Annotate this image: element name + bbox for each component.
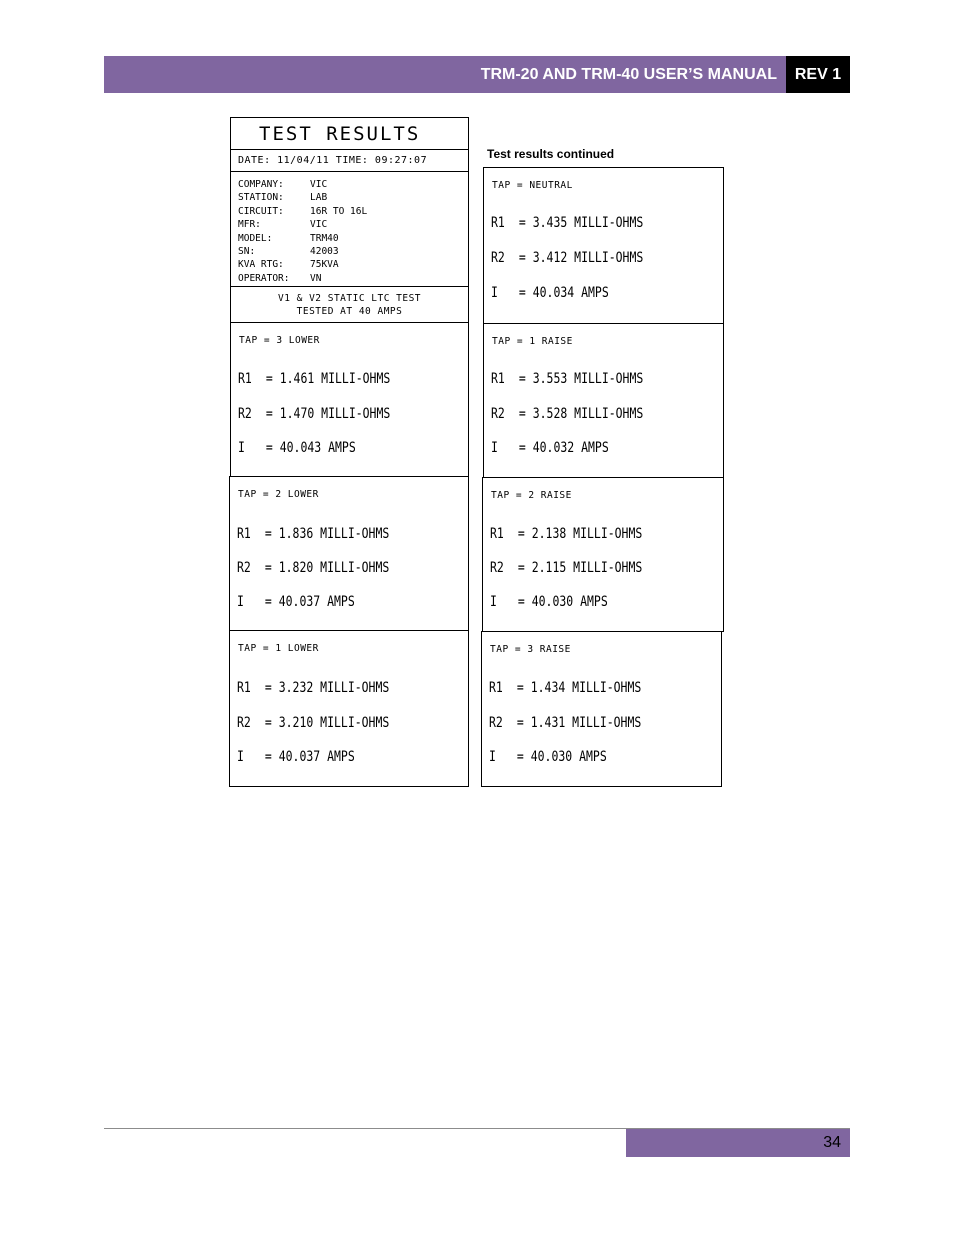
current-symbol: I — [237, 594, 244, 610]
r1-symbol: R1 — [491, 215, 505, 231]
test-note — [231, 287, 468, 318]
r1-value: = 3.435 MILLI-OHMS — [518, 215, 644, 231]
r2-symbol: R2 — [490, 560, 504, 576]
r1-value: = 1.836 MILLI-OHMS — [264, 526, 390, 542]
test-results-header-block — [230, 117, 469, 323]
tap-label: TAP = 3 LOWER — [239, 335, 320, 346]
r1-reading — [237, 526, 389, 542]
r2-symbol: R2 — [238, 406, 252, 422]
r2-value: = 1.820 MILLI-OHMS — [264, 560, 390, 576]
r2-value: = 3.528 MILLI-OHMS — [518, 406, 644, 422]
r2-symbol: R2 — [237, 715, 251, 731]
tap-label: TAP = 1 LOWER — [238, 643, 319, 654]
r1-value: = 2.138 MILLI-OHMS — [517, 526, 643, 542]
page-number: 34 — [626, 1129, 850, 1157]
tap-block-1-raise — [483, 323, 724, 478]
r1-value: = 1.434 MILLI-OHMS — [516, 680, 642, 696]
test-results-printout-left — [229, 117, 469, 787]
field-label: SN: — [238, 246, 256, 258]
field-value: 42003 — [310, 246, 339, 258]
field-row-mfr — [238, 218, 468, 231]
current-symbol: I — [237, 749, 244, 765]
r1-reading — [491, 371, 643, 387]
r1-value: = 1.461 MILLI-OHMS — [265, 371, 391, 387]
test-results-printout-right — [481, 167, 724, 787]
tap-block-neutral — [483, 167, 724, 324]
r1-value: = 3.553 MILLI-OHMS — [518, 371, 644, 387]
field-row-circuit — [238, 205, 468, 218]
field-row-station — [238, 191, 468, 204]
test-note-line-2: TESTED AT 40 AMPS — [296, 306, 403, 317]
current-symbol: I — [491, 440, 498, 456]
tap-label: TAP = NEUTRAL — [492, 180, 573, 191]
current-value: = 40.032 AMPS — [518, 440, 609, 456]
tap-block-3-lower — [230, 322, 469, 477]
current-reading — [237, 594, 355, 610]
test-results-title: TEST RESULTS — [231, 118, 468, 150]
field-label: CIRCUIT: — [238, 205, 284, 217]
tap-block-1-lower — [229, 630, 469, 787]
field-value: VN — [310, 272, 322, 284]
field-row-operator — [238, 272, 468, 285]
r2-value: = 1.431 MILLI-OHMS — [516, 715, 642, 731]
r2-reading — [489, 715, 641, 731]
field-row-company — [238, 178, 468, 191]
field-label: COMPANY: — [238, 179, 284, 190]
tap-block-2-raise — [482, 477, 724, 632]
field-value: VIC — [310, 179, 328, 190]
r1-symbol: R1 — [489, 680, 503, 696]
field-value: TRM40 — [310, 232, 339, 244]
r1-symbol: R1 — [491, 371, 505, 387]
current-value: = 40.030 AMPS — [516, 749, 607, 765]
current-value: = 40.043 AMPS — [265, 440, 356, 456]
revision-badge: REV 1 — [786, 56, 850, 93]
current-symbol: I — [489, 749, 496, 765]
r2-symbol: R2 — [489, 715, 503, 731]
r2-value: = 2.115 MILLI-OHMS — [517, 560, 643, 576]
r2-value: = 3.412 MILLI-OHMS — [518, 250, 644, 266]
field-label: MFR: — [238, 219, 261, 231]
test-info-fields — [231, 172, 468, 287]
r2-symbol: R2 — [237, 560, 251, 576]
current-reading — [490, 594, 608, 610]
r1-symbol: R1 — [490, 526, 504, 542]
field-label: MODEL: — [238, 232, 273, 244]
current-reading — [491, 440, 609, 456]
tap-label: TAP = 2 LOWER — [238, 489, 319, 500]
r2-reading — [237, 715, 389, 731]
r1-reading — [490, 526, 642, 542]
continued-caption: Test results continued — [487, 147, 615, 161]
tap-label: TAP = 1 RAISE — [492, 336, 573, 347]
field-value: VIC — [310, 219, 328, 231]
r2-reading — [491, 406, 643, 422]
field-row-sn — [238, 245, 468, 258]
field-value: 75KVA — [310, 259, 339, 271]
r2-reading — [490, 560, 642, 576]
field-label: STATION: — [238, 192, 284, 204]
r2-value: = 1.470 MILLI-OHMS — [265, 406, 391, 422]
tap-block-3-raise — [481, 631, 722, 787]
manual-title: TRM-20 AND TRM-40 USER’S MANUAL — [104, 56, 786, 93]
r1-reading — [491, 215, 643, 231]
current-value: = 40.030 AMPS — [517, 594, 608, 610]
current-value: = 40.037 AMPS — [264, 594, 355, 610]
r1-value: = 3.232 MILLI-OHMS — [264, 680, 390, 696]
r1-reading — [489, 680, 641, 696]
current-reading — [238, 440, 356, 456]
r1-symbol: R1 — [237, 680, 251, 696]
current-symbol: I — [491, 285, 498, 301]
current-reading — [237, 749, 355, 765]
r1-reading — [238, 371, 390, 387]
field-label: OPERATOR: — [238, 272, 290, 284]
field-value: LAB — [310, 192, 328, 204]
r2-reading — [491, 250, 643, 266]
r2-reading — [238, 406, 390, 422]
r1-reading — [237, 680, 389, 696]
r2-symbol: R2 — [491, 250, 505, 266]
test-note-line-1: V1 & V2 STATIC LTC TEST — [277, 293, 422, 304]
tap-label: TAP = 3 RAISE — [490, 644, 571, 655]
current-symbol: I — [490, 594, 497, 610]
current-symbol: I — [238, 440, 245, 456]
field-value: 16R TO 16L — [310, 205, 368, 217]
r2-value: = 3.210 MILLI-OHMS — [264, 715, 390, 731]
r2-symbol: R2 — [491, 406, 505, 422]
current-value: = 40.034 AMPS — [518, 285, 609, 301]
r2-reading — [237, 560, 389, 576]
date-time-line: DATE: 11/04/11 TIME: 09:27:07 — [231, 150, 468, 172]
current-reading — [491, 285, 609, 301]
r1-symbol: R1 — [237, 526, 251, 542]
current-reading — [489, 749, 607, 765]
header-bar — [104, 56, 850, 93]
field-row-model — [238, 232, 468, 245]
current-value: = 40.037 AMPS — [264, 749, 355, 765]
r1-symbol: R1 — [238, 371, 252, 387]
field-label: KVA RTG: — [238, 259, 284, 271]
field-row-kva-rtg — [238, 258, 468, 271]
tap-label: TAP = 2 RAISE — [491, 490, 572, 501]
tap-block-2-lower — [229, 476, 469, 631]
